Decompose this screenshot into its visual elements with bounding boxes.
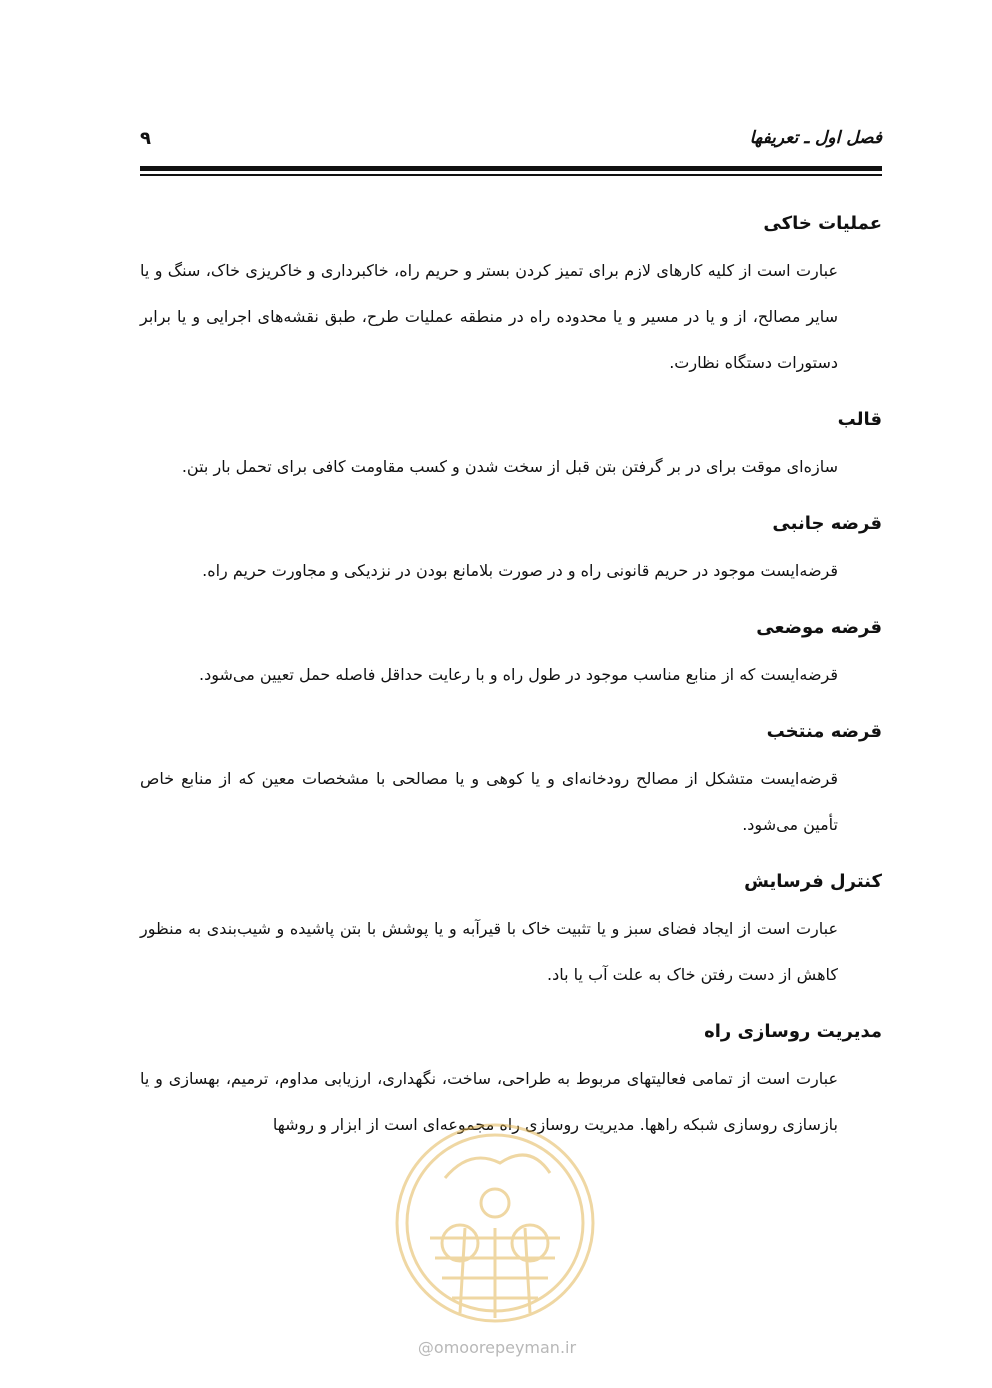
term-side-borrow <box>140 510 882 594</box>
term-definition: قرضه‌ایست متشکل از مصالح رودخانه‌ای و یا کوهی و یا مصالحی با مشخصات معین که از منابع خاص تأمین می‌شود. <box>140 769 838 834</box>
term-title: قالب <box>837 409 882 430</box>
watermark-url: @omoorepeyman.ir <box>417 1338 577 1357</box>
term-title: قرضه موضعی <box>756 617 882 638</box>
header-rule-thick <box>140 166 882 171</box>
term-definition: عبارت است از تمامی فعالیتهای مربوط به طراحی، ساخت، نگهداری، ارزیابی مداوم، ترمیم، بهسازی و یا بازسازی روسازی شبکه راهها. مدیریت روسازی راه مجموعه‌ای است از ابزار و روشها <box>140 1069 838 1134</box>
page-number: ۹ <box>140 128 151 149</box>
term-definition: عبارت است از کلیه کارهای لازم برای تمیز کردن بستر و حریم راه، خاکبرداری و خاکریزی خاک، سنگ و یا سایر مصالح، از و یا در مسیر و یا محدوده راه در منطقه عملیات طرح، طبق نقشه‌های اجرایی و یا برابر دستورات دستگاه نظارت. <box>140 261 838 372</box>
term-title: کنترل فرسایش <box>744 871 882 892</box>
term-definition: عبارت است از ایجاد فضای سبز و یا تثبیت خاک با قیرآبه و یا پوشش با بتن پاشیده و شیب‌بندی به منظور کاهش از دست رفتن خاک به علت آب یا باد. <box>140 919 838 984</box>
term-formwork <box>140 406 882 490</box>
term-title: قرضه منتخب <box>766 721 882 742</box>
watermark-logo-icon <box>390 1118 600 1328</box>
term-definition: قرضه‌ایست که از منابع مناسب موجود در طول راه و با رعایت حداقل فاصله حمل تعیین می‌شود. <box>199 665 838 684</box>
term-definition: سازه‌ای موقت برای در بر گرفتن بتن قبل از سخت شدن و کسب مقاومت کافی برای تحمل بار بتن. <box>181 457 838 476</box>
chapter-title: فصل اول ـ تعریفها <box>749 128 882 148</box>
term-pavement-management <box>140 1018 882 1148</box>
term-definition: قرضه‌ایست موجود در حریم قانونی راه و در صورت بلامانع بودن در نزدیکی و مجاورت حریم راه. <box>202 561 838 580</box>
definitions-list <box>140 210 882 1148</box>
term-title: عملیات خاکی <box>763 213 882 234</box>
term-selected-borrow <box>140 718 882 848</box>
page-header <box>140 128 882 158</box>
header-rule-thin <box>140 174 882 176</box>
term-local-borrow <box>140 614 882 698</box>
term-title: مدیریت روسازی راه <box>704 1021 882 1042</box>
term-title: قرضه جانبی <box>772 513 882 534</box>
term-erosion-control <box>140 868 882 998</box>
term-earthworks <box>140 210 882 386</box>
